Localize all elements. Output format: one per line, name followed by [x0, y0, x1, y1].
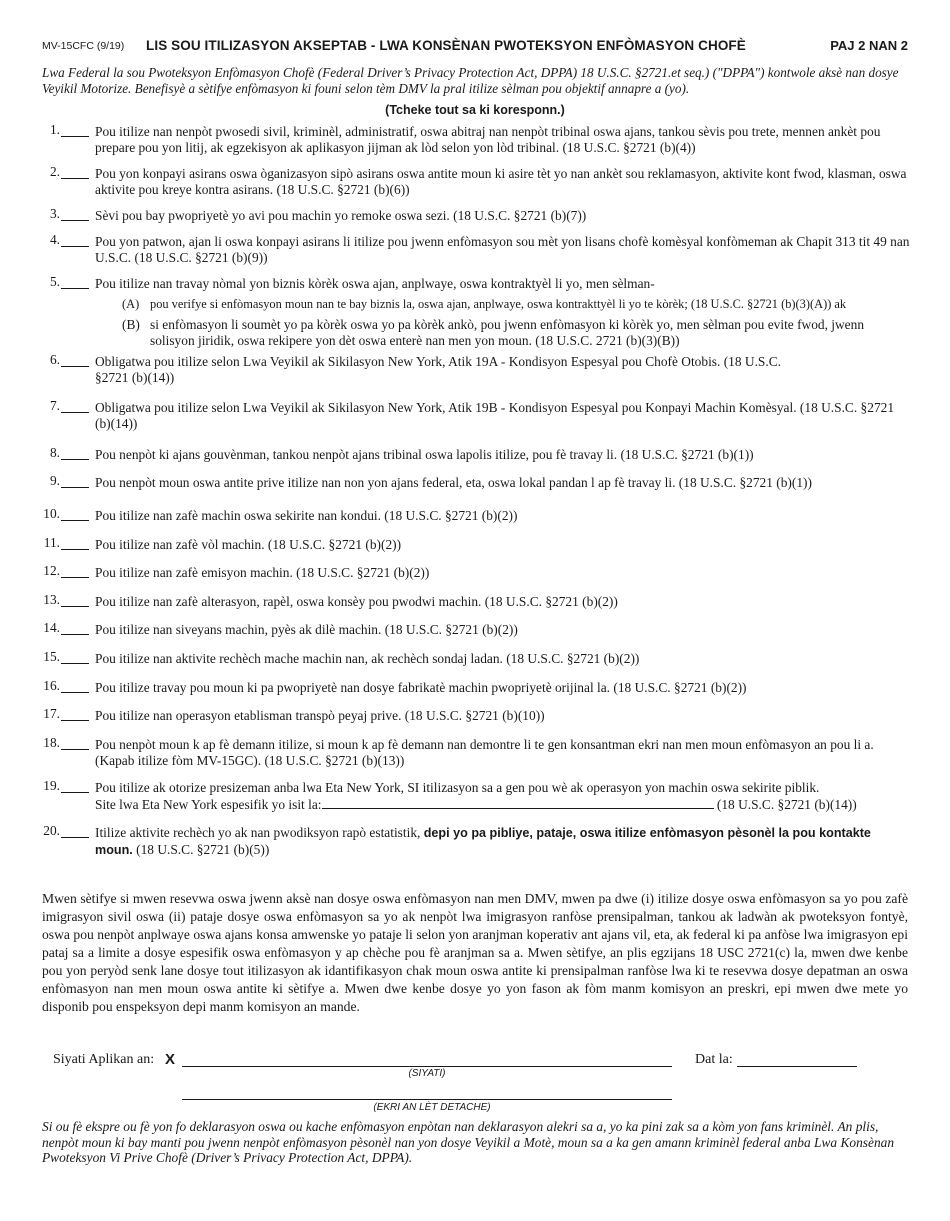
- item-text: Pou yon patwon, ajan li oswa konpayi asirans li itilize pou jwenn enfòmasyon sou mèt yon lisans chofè komèsyal konfòmeman ak Chapit 313 tit 49 nan U.S.C. (18 U.S.C. §2721 (b)(9)): [95, 234, 910, 265]
- form-code: MV-15CFC (9/19): [42, 40, 125, 52]
- item-number: 11.: [43, 535, 60, 550]
- item-number: 2.: [49, 164, 60, 179]
- check-blank-8[interactable]: [61, 459, 89, 460]
- check-blank-16[interactable]: [61, 692, 89, 693]
- item-text: Pou itilize nan operasyon etablisman transpò peyaj prive. (18 U.S.C. §2721 (b)(10)): [95, 708, 545, 723]
- item-text: Pou itilize nan nenpòt pwosedi sivil, kriminèl, administratif, oswa abitraj nan nenpòt tribinal oswa ajans, tankou sèvis pou trete, mennen ankèt pou prepare pou yon litij, ak egzekisyon ak aplikasyon jijman ak lòd selon yon lòd tribinal. (18 U.S.C. §2721 (b)(4)): [95, 124, 881, 155]
- item-text: [95, 780, 910, 812]
- check-blank-2[interactable]: [61, 178, 89, 179]
- check-blank-19[interactable]: [61, 792, 89, 793]
- item-number: 18.: [43, 735, 60, 750]
- check-blank-4[interactable]: [61, 246, 89, 247]
- check-blank-17[interactable]: [61, 720, 89, 721]
- check-blank-13[interactable]: [61, 606, 89, 607]
- check-blank-5[interactable]: [61, 288, 89, 289]
- form-header: [42, 38, 908, 56]
- item-text: Pou nenpòt moun oswa antite prive itilize nan non yon ajans federal, eta, oswa lokal pandan l ap fè travay li. (18 U.S.C. §2721 (b)(1)): [95, 475, 812, 490]
- item-number: 4.: [49, 232, 60, 247]
- item-text: [95, 825, 895, 858]
- check-blank-12[interactable]: [61, 577, 89, 578]
- item-number: 20.: [43, 823, 60, 838]
- date-label: Dat la:: [695, 1052, 733, 1067]
- item-number: 17.: [43, 706, 60, 721]
- print-name-caption: (EKRI AN LÈT DETACHE): [373, 1102, 491, 1113]
- date-line[interactable]: [737, 1066, 857, 1067]
- item-text: Pou nenpòt moun k ap fè demann itilize, si moun k ap fè demann nan demontre li te gen konsantman ekri nan men moun enfòmasyon an pou li a. (Kapab itilize fòm MV-15GC). (18 U.S.C. §2721 (b)(13)): [95, 737, 874, 768]
- item-19-line-2: [95, 796, 910, 813]
- instruction-text: (Tcheke tout sa ki koresponn.): [385, 103, 565, 117]
- signature-label: Siyati Aplikan an:: [53, 1052, 155, 1067]
- sub-label: (B): [122, 317, 140, 332]
- signature-x-mark: X: [165, 1051, 176, 1068]
- item-number: 1.: [49, 122, 60, 137]
- item-text: Obligatwa pou itilize selon Lwa Veyikil ak Sikilasyon New York, Atik 19A - Kondisyon Espesyal pou Chofè Otobis. (18 U.S.C. §2721 (b)(14)): [95, 354, 781, 385]
- item-number: 19.: [43, 778, 60, 793]
- check-blank-20[interactable]: [61, 837, 89, 838]
- item-text: Pou itilize nan zafè emisyon machin. (18 U.S.C. §2721 (b)(2)): [95, 565, 430, 580]
- item-text: Pou nenpòt ki ajans gouvènman, tankou nenpòt ajans tribinal oswa lapolis itilize, pou fè travay li. (18 U.S.C. §2721 (b)(1)): [95, 447, 754, 462]
- item-text: Pou itilize travay pou moun ki pa pwopriyetè nan dosye fabrikatè machin pwopriyetè orijinal la. (18 U.S.C. §2721 (b)(2)): [95, 680, 747, 695]
- item-text: Pou yon konpayi asirans oswa òganizasyon sipò asirans oswa antite moun ki asire tèt yo nan ankèt sou reklamasyon, aktivite kont fwod, klasman, oswa aktivite pou kreye kontra asirans. (18 U.S.C. §2721 (b)(6)): [95, 166, 907, 197]
- certification-paragraph: Mwen sètifye si mwen resevwa oswa jwenn aksè nan dosye oswa enfòmasyon nan men DMV, mwen pa dwe (i) itilize dosye oswa enfòmasyon sa yo pou zafè imigrasyon sivil oswa (ii) pataje dosye oswa enfòmasyon sa yo ak nenpòt lwa imigrasyon ranfòse prensipalman, tankou ak ladwàn ak pwoteksyon fontyè, oswa pou nenpòt anplwaye oswa ajans konsa amwenske yo pataje li selon yon aranjman koperativ ant ajans vil, eta, ak federal ki pa anfòse lwa imigrasyon epi pataj sa a limite a dosye espesifik oswa enfòmasyon y ap chèche pou fè aranjman sa a. Mwen sètifye, an plis egzijans 18 USC 2721(c) la, mwen dwe kenbe pou yon peryòd senk lane dosye tout itilizasyon ak idantifikasyon chak moun oswa antite ki prensipalman ranfòse lwa ki te resevwa dosye depatman an oswa enfòmasyon nan men moun oswa antite ki sètifye a. Mwen dwe kenbe dosye yo yon fason ak fòm manm komisyon an preskri, epi mwen dwe mete yo disponib pou enspeksyon depi manm komisyon an mande.: [42, 891, 908, 1014]
- check-blank-1[interactable]: [61, 136, 89, 137]
- intro-paragraph: Lwa Federal la sou Pwoteksyon Enfòmasyon Chofè (Federal Driver’s Privacy Protection Act, DPPA) 18 U.S.C. §2721.et seq.) ("DPPA") kontwole aksè nan dosye Veyikil Motorize. Benefisyè a sètifye enfòmasyon ki founi selon tèm DMV la pral itilize sèlman pou objektif annapre a (yo).: [42, 65, 899, 96]
- item-text: Obligatwa pou itilize selon Lwa Veyikil ak Sikilasyon New York, Atik 19B - Kondisyon Espesyal pou Konpayi Machin Komèsyal. (18 U.S.C. §2721 (b)(14)): [95, 400, 895, 431]
- item-number: 9.: [49, 473, 60, 488]
- check-blank-15[interactable]: [61, 663, 89, 664]
- signature-caption: (SIYATI): [408, 1068, 446, 1079]
- check-blank-6[interactable]: [61, 366, 89, 367]
- item-number: 5.: [49, 274, 60, 289]
- check-blank-9[interactable]: [61, 487, 89, 488]
- sub-label: (A): [122, 297, 140, 311]
- sub-text: pou verifye si enfòmasyon moun nan te bay biznis la, oswa ajan, anplwaye, oswa kontrakttyèl li yo te kòrèk; (18 U.S.C. §2721 (b)(3)(A)) ak: [150, 297, 847, 311]
- page-number: PAJ 2 NAN 2: [830, 38, 908, 53]
- print-name-line[interactable]: [182, 1099, 672, 1100]
- item-text: Pou itilize nan zafè vòl machin. (18 U.S.C. §2721 (b)(2)): [95, 537, 402, 552]
- item-19-line-1: Pou itilize ak otorize presizeman anba lwa Eta New York, SI itilizasyon sa a gen pou wè ak operasyon yon machin oswa sekirite piblik.: [95, 780, 820, 795]
- item-number: 7.: [49, 398, 60, 413]
- item-number: 6.: [49, 352, 60, 367]
- sub-text: si enfòmasyon li soumèt yo pa kòrèk oswa yo pa kòrèk ankò, pou jwenn enfòmasyon ki kòrèk yo, men sèlman pou evite fwod, jwenn solisyon jiridik, oswa rekipere yon dèt oswa enterè nan men yon moun. (18 U.S.C. 2721 (b)(3)(B)): [150, 317, 865, 348]
- item-number: 14.: [43, 620, 60, 635]
- item-text: Pou itilize nan aktivite rechèch mache machin nan, ak rechèch sondaj ladan. (18 U.S.C. §2721 (b)(2)): [95, 651, 640, 666]
- item-20-text: Itilize aktivite rechèch yo ak nan pwodiksyon rapò estatistik,: [95, 825, 421, 840]
- item-text: Pou itilize nan travay nòmal yon biznis kòrèk oswa ajan, anplwaye, oswa kontraktyèl li yo, men sèlman-: [95, 276, 655, 291]
- item-text: Sèvi pou bay pwopriyetè yo avi pou machin yo remoke oswa sezi. (18 U.S.C. §2721 (b)(7)): [95, 208, 587, 223]
- item-text: Pou itilize nan siveyans machin, pyès ak dilè machin. (18 U.S.C. §2721 (b)(2)): [95, 622, 518, 637]
- item-number: 8.: [49, 445, 60, 460]
- item-text: Pou itilize nan zafè machin oswa sekirite nan kondui. (18 U.S.C. §2721 (b)(2)): [95, 508, 518, 523]
- signature-line[interactable]: [182, 1066, 672, 1067]
- item-20-citation: (18 U.S.C. §2721 (b)(5)): [136, 841, 270, 857]
- item-number: 16.: [43, 678, 60, 693]
- check-blank-14[interactable]: [61, 634, 89, 635]
- check-blank-3[interactable]: [61, 220, 89, 221]
- item-19-citation: (18 U.S.C. §2721 (b)(14)): [716, 796, 857, 812]
- item-number: 3.: [49, 206, 60, 221]
- check-blank-11[interactable]: [61, 549, 89, 550]
- item-number: 10.: [43, 506, 60, 521]
- check-blank-10[interactable]: [61, 520, 89, 521]
- check-blank-7[interactable]: [61, 412, 89, 413]
- item-20-bold-text: depi yo pa pibliye, pataje, oswa itilize enfòmasyon pèsonèl la pou kontakte moun.: [95, 826, 871, 857]
- form-title: LIS SOU ITILIZASYON AKSEPTAB - LWA KONSÈNAN PWOTEKSYON ENFÒMASYON CHOFÈ: [146, 38, 746, 53]
- check-blank-18[interactable]: [61, 749, 89, 750]
- state-law-input[interactable]: [322, 796, 714, 809]
- state-law-label: Site lwa Eta New York espesifik yo isit la:: [95, 796, 322, 812]
- item-number: 15.: [43, 649, 60, 664]
- item-number: 12.: [43, 563, 60, 578]
- warning-paragraph: Si ou fè ekspre ou fè yon fo deklarasyon oswa ou kache enfòmasyon enpòtan nan deklarasyon alekri sa a, yo ka pini zak sa a kòm yon fans kriminèl. An plis, nenpòt moun ki bay manti pou jwenn nenpòt enfòmasyon pèsonèl nan yon dosye Veyikil a Motè, moun sa a ka gen amann kriminèl federal anba Lwa Konsènan Pwoteksyon Vi Prive Chofè (Driver’s Privacy Protection Act, DPPA).: [42, 1119, 895, 1165]
- item-text: Pou itilize nan zafè alterasyon, rapèl, oswa konsèy pou pwodwi machin. (18 U.S.C. §2721 (b)(2)): [95, 594, 618, 609]
- item-number: 13.: [43, 592, 60, 607]
